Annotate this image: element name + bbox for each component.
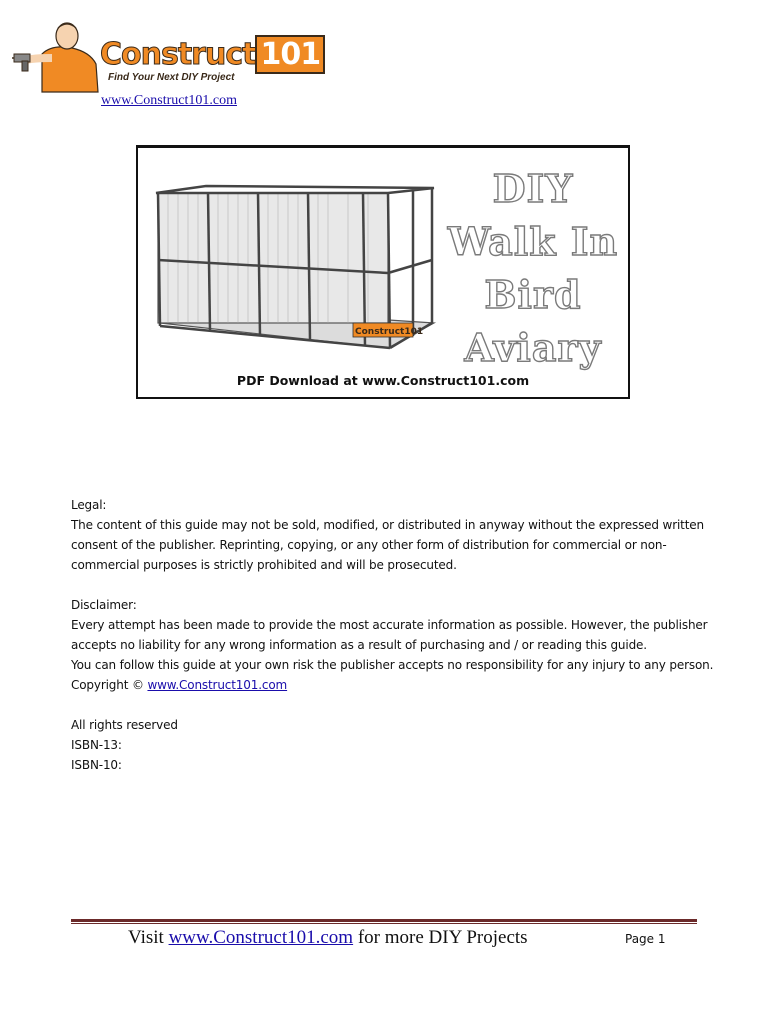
spacer [71, 695, 711, 715]
legal-line: consent of the publisher. Reprinting, copying, or any other form of distribution for commercial or non- [71, 538, 667, 552]
cover-title-line: DIY [492, 166, 574, 211]
isbn-10: ISBN-10: [71, 758, 122, 772]
footer-website-link[interactable]: www.Construct101.com [168, 927, 354, 948]
logo-wordmark: Construct 101 [100, 38, 325, 72]
cover-title-line: Walk In [447, 219, 619, 264]
legal-line: The content of this guide may not be sold, modified, or distributed in anyway without the expressed written [71, 518, 704, 532]
footer-text [128, 927, 528, 949]
disclaimer-heading: Disclaimer: [71, 598, 137, 612]
document-body [71, 495, 714, 775]
cover-caption: PDF Download at www.Construct101.com [236, 373, 530, 388]
logo-tagline: Find Your Next DIY Project [108, 72, 235, 83]
cover-image [136, 145, 630, 399]
copyright-link[interactable]: www.Construct101.com [147, 678, 288, 692]
legal-line: commercial purposes is strictly prohibited and will be prosecuted. [71, 558, 457, 572]
header-website-link[interactable]: www.Construct101.com [101, 93, 237, 108]
footer-prefix: Visit [128, 927, 169, 948]
aviary-drawing [138, 148, 438, 358]
spacer [71, 575, 711, 595]
cover-title-line: Bird [484, 272, 582, 317]
isbn-13: ISBN-13: [71, 738, 122, 752]
footer-divider [71, 919, 697, 924]
legal-heading: Legal: [71, 498, 107, 512]
rights-reserved: All rights reserved [71, 718, 178, 732]
disclaimer-line: accepts no liability for any wrong information as a result of purchasing and / or reading this guide. [71, 638, 647, 652]
cover-title-line: Aviary [464, 325, 602, 370]
construct101-logo[interactable] [12, 14, 321, 94]
mascot-icon [12, 14, 104, 94]
cover-title [438, 162, 628, 374]
watermark-text: Construct101 [355, 327, 424, 337]
copyright-line [71, 675, 711, 695]
footer-suffix: for more DIY Projects [353, 927, 528, 948]
page-number: Page 1 [625, 932, 666, 946]
disclaimer-line: You can follow this guide at your own risk the publisher accepts no responsibility for any injury to any person. [71, 658, 714, 672]
copyright-prefix: Copyright © [71, 678, 148, 692]
disclaimer-line: Every attempt has been made to provide the most accurate information as possible. However, the publisher [71, 618, 708, 632]
